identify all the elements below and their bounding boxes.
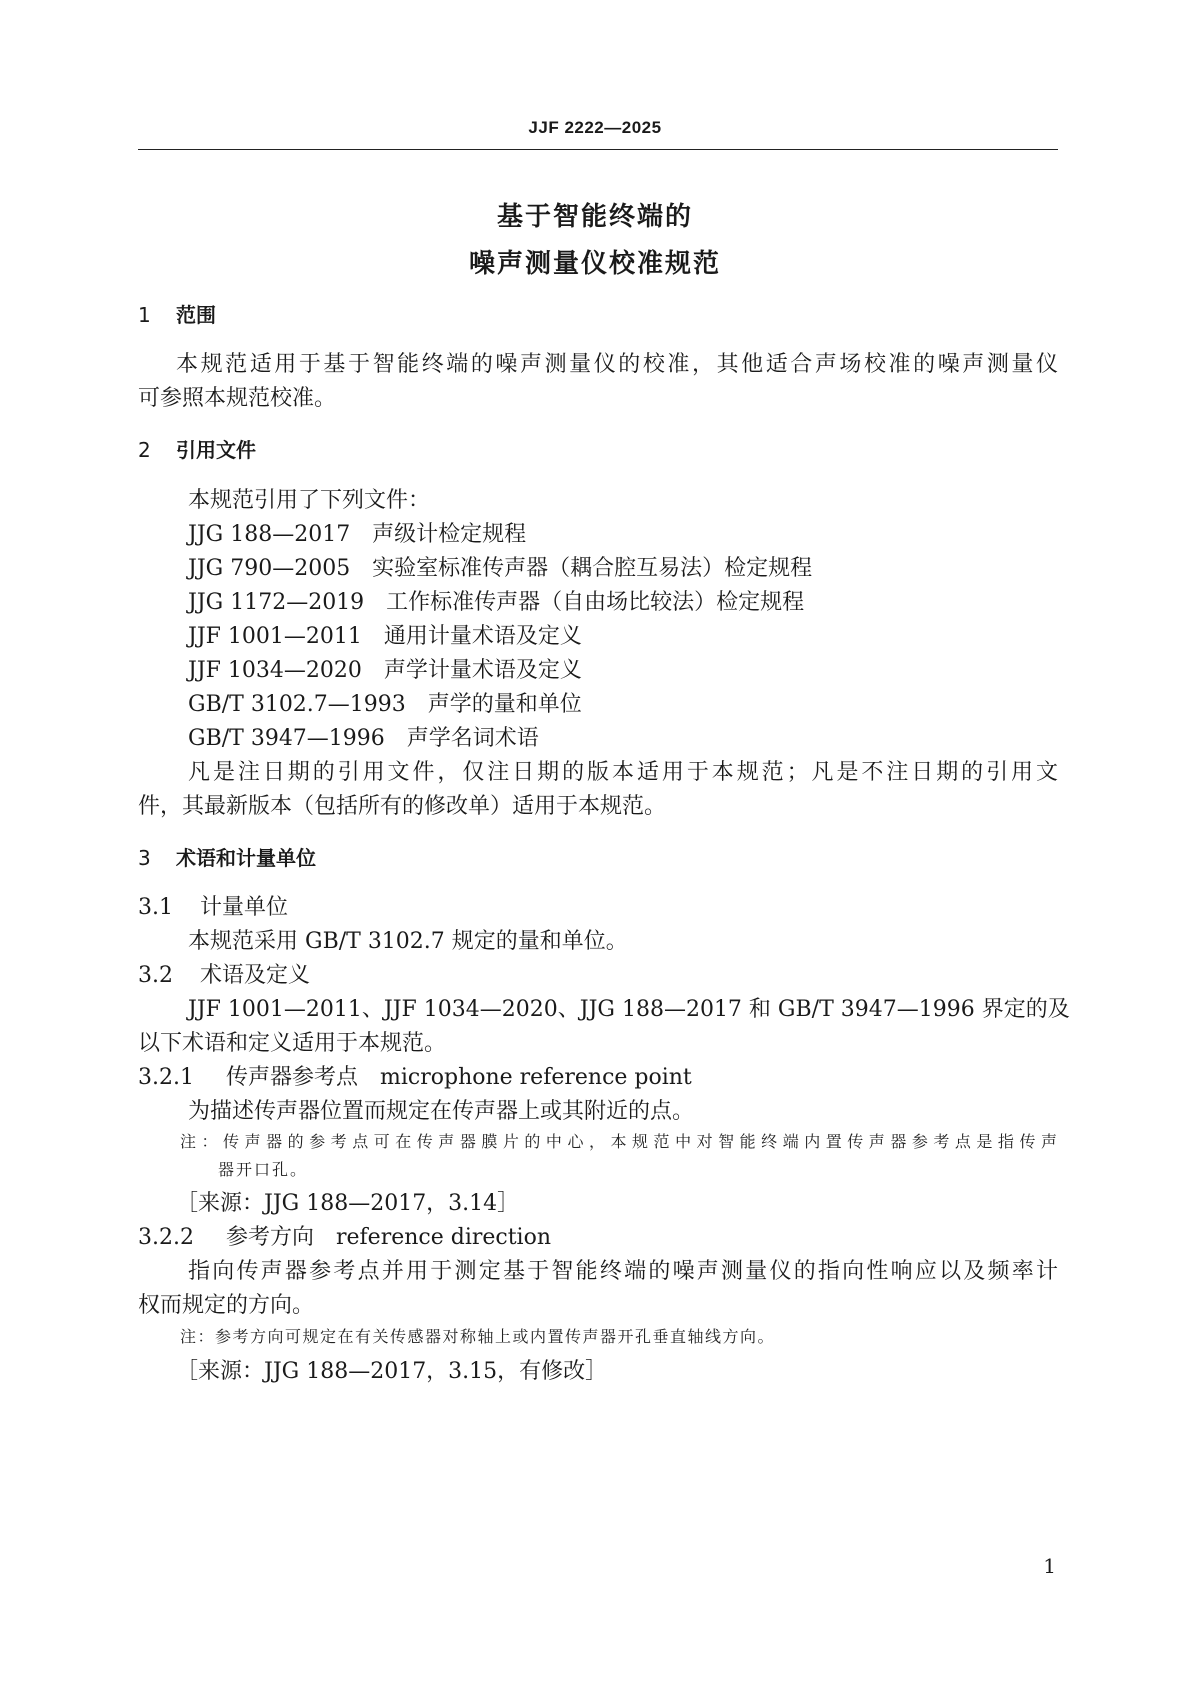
term-title: 传声器参考点 microphone reference point (226, 1065, 692, 1090)
subsection-number: 3.1 (138, 895, 173, 920)
subsection-3-2-text-line-2: 以下术语和定义适用于本规范。 (138, 1031, 447, 1056)
section-title: 范围 (176, 303, 216, 327)
section-1-para-line-1: 本规范适用于基于智能终端的噪声测量仪的校准，其他适合声场校准的噪声测量仪 (176, 352, 1058, 377)
header-standard-code: JJF 2222—2025 (528, 118, 662, 137)
subsection-3-2-heading (138, 961, 310, 991)
section-number: 1 (138, 303, 151, 327)
header-rule (138, 149, 1058, 150)
subsection-title: 术语及定义 (200, 963, 311, 988)
section-title: 术语和计量单位 (176, 846, 316, 870)
section-title: 引用文件 (176, 438, 256, 462)
section-1-heading (138, 300, 216, 330)
term-3-2-1-source: ［来源：JJG 188—2017，3.14］ (176, 1191, 520, 1216)
section-2-heading (138, 435, 256, 465)
title-line-1: 基于智能终端的 (496, 202, 693, 232)
subsection-3-2-text-line-1: JJF 1001—2011、JJF 1034—2020、JJG 188—2017 和 GB/T 3947—1996 界定的及 (188, 997, 1070, 1022)
reference-item: JJF 1034—2020 声学计量术语及定义 (188, 658, 582, 683)
page-number: 1 (1043, 1554, 1056, 1578)
term-title: 参考方向 reference direction (226, 1225, 552, 1250)
section-2-closing-line-1: 凡是注日期的引用文件，仅注日期的版本适用于本规范；凡是不注日期的引用文 (188, 760, 1058, 785)
term-number: 3.2.2 (138, 1225, 194, 1250)
section-number: 2 (138, 438, 151, 462)
reference-item: JJG 188—2017 声级计检定规程 (188, 522, 527, 547)
reference-item: GB/T 3947—1996 声学名词术语 (188, 726, 539, 751)
subsection-3-1-text: 本规范采用 GB/T 3102.7 规定的量和单位。 (188, 929, 628, 954)
term-number: 3.2.1 (138, 1065, 194, 1090)
subsection-number: 3.2 (138, 963, 173, 988)
title-line-2: 噪声测量仪校准规范 (468, 249, 721, 279)
subsection-title: 计量单位 (200, 895, 289, 920)
reference-item: JJG 790—2005 实验室标准传声器（耦合腔互易法）检定规程 (188, 556, 813, 581)
term-3-2-1-heading (138, 1063, 692, 1093)
term-3-2-2-source: ［来源：JJG 188—2017，3.15，有修改］ (176, 1359, 608, 1384)
term-3-2-1-note-line-1: 注：传声器的参考点可在传声器膜片的中心，本规范中对智能终端内置传声器参考点是指传声 (180, 1132, 1058, 1151)
term-3-2-2-note: 注：参考方向可规定在有关传感器对称轴上或内置传声器开孔垂直轴线方向。 (180, 1327, 776, 1346)
section-3-heading (138, 843, 316, 873)
term-3-2-2-heading (138, 1223, 551, 1253)
section-number: 3 (138, 846, 151, 870)
section-2-closing-line-2: 件，其最新版本（包括所有的修改单）适用于本规范。 (138, 794, 667, 819)
reference-item: GB/T 3102.7—1993 声学的量和单位 (188, 692, 582, 717)
section-1-para-line-2: 可参照本规范校准。 (138, 386, 337, 411)
term-3-2-1-note-line-2: 器开口孔。 (218, 1160, 309, 1179)
section-2-intro: 本规范引用了下列文件： (188, 488, 431, 513)
term-3-2-2-definition-line-2: 权而规定的方向。 (138, 1293, 315, 1318)
reference-item: JJF 1001—2011 通用计量术语及定义 (188, 624, 582, 649)
subsection-3-1-heading (138, 893, 288, 923)
term-3-2-2-definition-line-1: 指向传声器参考点并用于测定基于智能终端的噪声测量仪的指向性响应以及频率计 (188, 1259, 1058, 1284)
reference-item: JJG 1172—2019 工作标准传声器（自由场比较法）检定规程 (188, 590, 805, 615)
term-3-2-1-definition: 为描述传声器位置而规定在传声器上或其附近的点。 (188, 1099, 695, 1124)
